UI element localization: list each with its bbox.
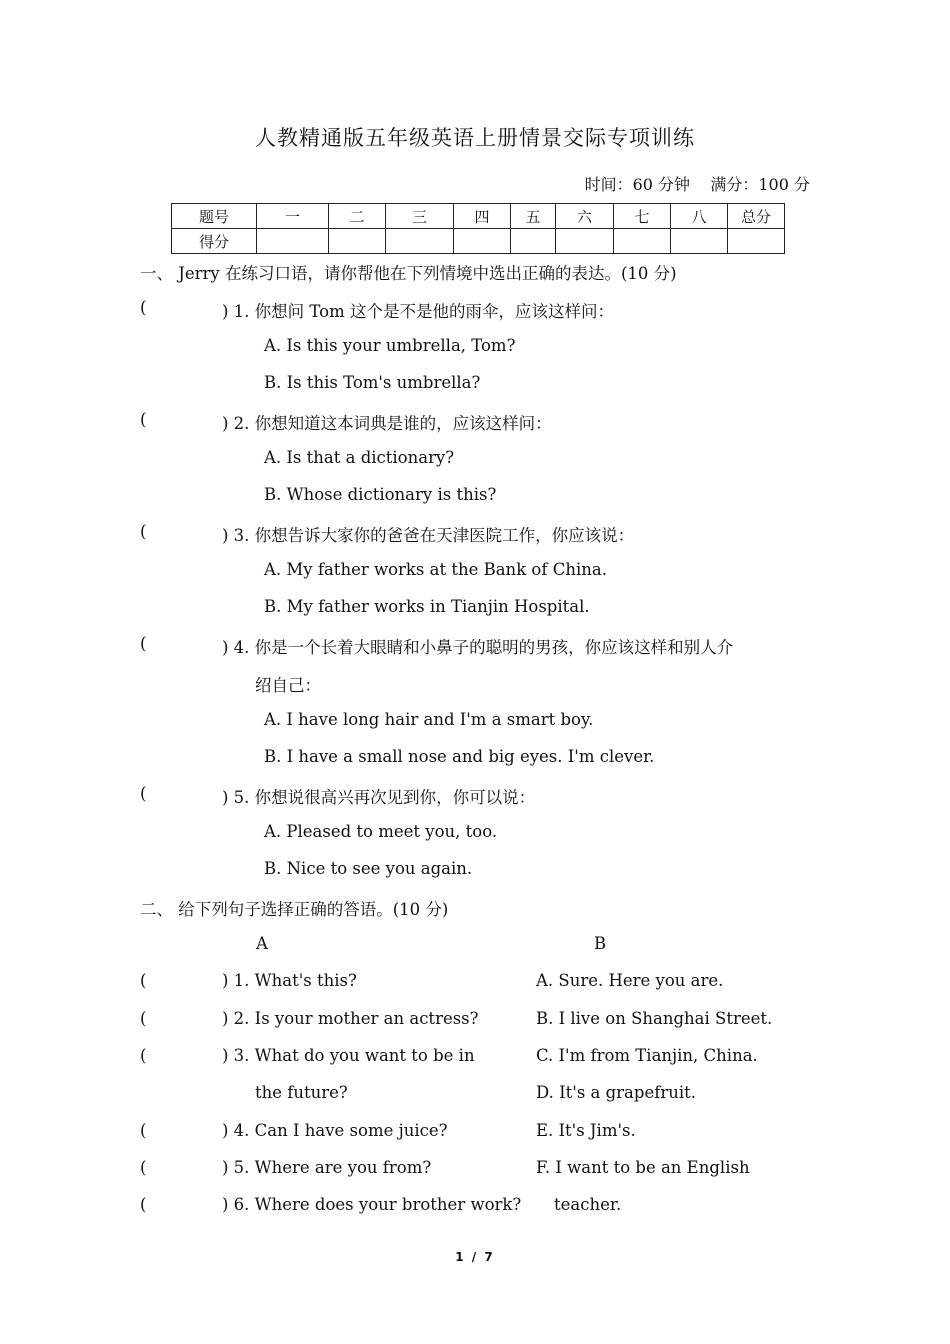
option-b: B. Whose dictionary is this? (264, 485, 497, 504)
answer-option: E. It's Jim's. (536, 1121, 636, 1140)
table-cell: 五 (511, 204, 556, 229)
score-table-score-row (172, 229, 785, 254)
question-text: ) 4. 你是一个长着大眼睛和小鼻子的聪明的男孩，你应该这样和别人介 (222, 638, 734, 657)
answer-paren[interactable]: ( (140, 1195, 147, 1214)
table-cell: 一 (257, 204, 329, 229)
answer-option: A. Sure. Here you are. (536, 971, 724, 990)
answer-option: B. I live on Shanghai Street. (536, 1009, 773, 1028)
answer-paren[interactable]: ( (140, 634, 147, 653)
score-input-cell[interactable] (454, 229, 511, 254)
table-cell: 六 (556, 204, 614, 229)
section-heading: 一、 Jerry 在练习口语，请你帮他在下列情境中选出正确的表达。(10 分) (140, 264, 677, 283)
option-a: A. My father works at the Bank of China. (264, 560, 607, 579)
question-text-continued: 绍自己： (255, 676, 321, 695)
column-b-header: B (594, 934, 607, 953)
answer-option: C. I'm from Tianjin, China. (536, 1046, 758, 1065)
answer-paren[interactable]: ( (140, 784, 147, 803)
table-cell: 四 (454, 204, 511, 229)
option-a: A. Is that a dictionary? (264, 448, 455, 467)
question-text: ) 4. Can I have some juice? (222, 1121, 448, 1140)
answer-paren[interactable]: ( (140, 971, 147, 990)
score-input-cell[interactable] (614, 229, 671, 254)
answer-option: D. It's a grapefruit. (536, 1083, 696, 1102)
exam-meta: 时间：60 分钟 满分：100 分 (584, 175, 810, 194)
answer-paren[interactable]: ( (140, 522, 147, 541)
question-text: ) 3. What do you want to be in (222, 1046, 475, 1065)
score-input-cell[interactable] (671, 229, 728, 254)
answer-option: F. I want to be an English (536, 1158, 750, 1177)
question-text: ) 6. Where does your brother work? (222, 1195, 522, 1214)
option-a: A. Pleased to meet you, too. (264, 822, 498, 841)
table-cell: 题号 (172, 204, 257, 229)
option-a: A. Is this your umbrella, Tom? (264, 336, 516, 355)
score-input-cell[interactable] (257, 229, 329, 254)
section-heading: 二、 给下列句子选择正确的答语。(10 分) (140, 900, 449, 919)
score-input-cell[interactable] (329, 229, 386, 254)
option-a: A. I have long hair and I'm a smart boy. (264, 710, 594, 729)
table-cell: 得分 (172, 229, 257, 254)
column-a-header: A (256, 934, 268, 953)
table-cell: 七 (614, 204, 671, 229)
answer-paren[interactable]: ( (140, 1009, 147, 1028)
option-b: B. Is this Tom's umbrella? (264, 373, 481, 392)
score-input-cell[interactable] (386, 229, 454, 254)
table-cell: 八 (671, 204, 728, 229)
table-cell: 三 (386, 204, 454, 229)
answer-paren[interactable]: ( (140, 1121, 147, 1140)
question-text-continued: the future? (255, 1083, 348, 1102)
question-text: ) 1. What's this? (222, 971, 357, 990)
question-text: ) 5. Where are you from? (222, 1158, 432, 1177)
question-text: ) 2. Is your mother an actress? (222, 1009, 479, 1028)
option-b: B. I have a small nose and big eyes. I'm clever. (264, 747, 655, 766)
answer-paren[interactable]: ( (140, 410, 147, 429)
score-input-cell[interactable] (511, 229, 556, 254)
question-text: ) 2. 你想知道这本词典是谁的，应该这样问： (222, 414, 552, 433)
question-text: ) 3. 你想告诉大家你的爸爸在天津医院工作，你应该说： (222, 526, 635, 545)
score-table-header-row (172, 204, 785, 229)
question-text: ) 5. 你想说很高兴再次见到你，你可以说： (222, 788, 536, 807)
answer-paren[interactable]: ( (140, 298, 147, 317)
question-text: ) 1. 你想问 Tom 这个是不是他的雨伞，应该这样问： (222, 302, 614, 321)
answer-paren[interactable]: ( (140, 1158, 147, 1177)
score-input-cell[interactable] (728, 229, 785, 254)
option-b: B. Nice to see you again. (264, 859, 473, 878)
score-input-cell[interactable] (556, 229, 614, 254)
answer-option-continued: teacher. (554, 1195, 622, 1214)
page-title: 人教精通版五年级英语上册情景交际专项训练 (255, 126, 695, 150)
score-table (171, 203, 785, 254)
table-cell: 总分 (728, 204, 785, 229)
table-cell: 二 (329, 204, 386, 229)
option-b: B. My father works in Tianjin Hospital. (264, 597, 590, 616)
page-number: 1 / 7 (455, 1250, 495, 1264)
answer-paren[interactable]: ( (140, 1046, 147, 1065)
